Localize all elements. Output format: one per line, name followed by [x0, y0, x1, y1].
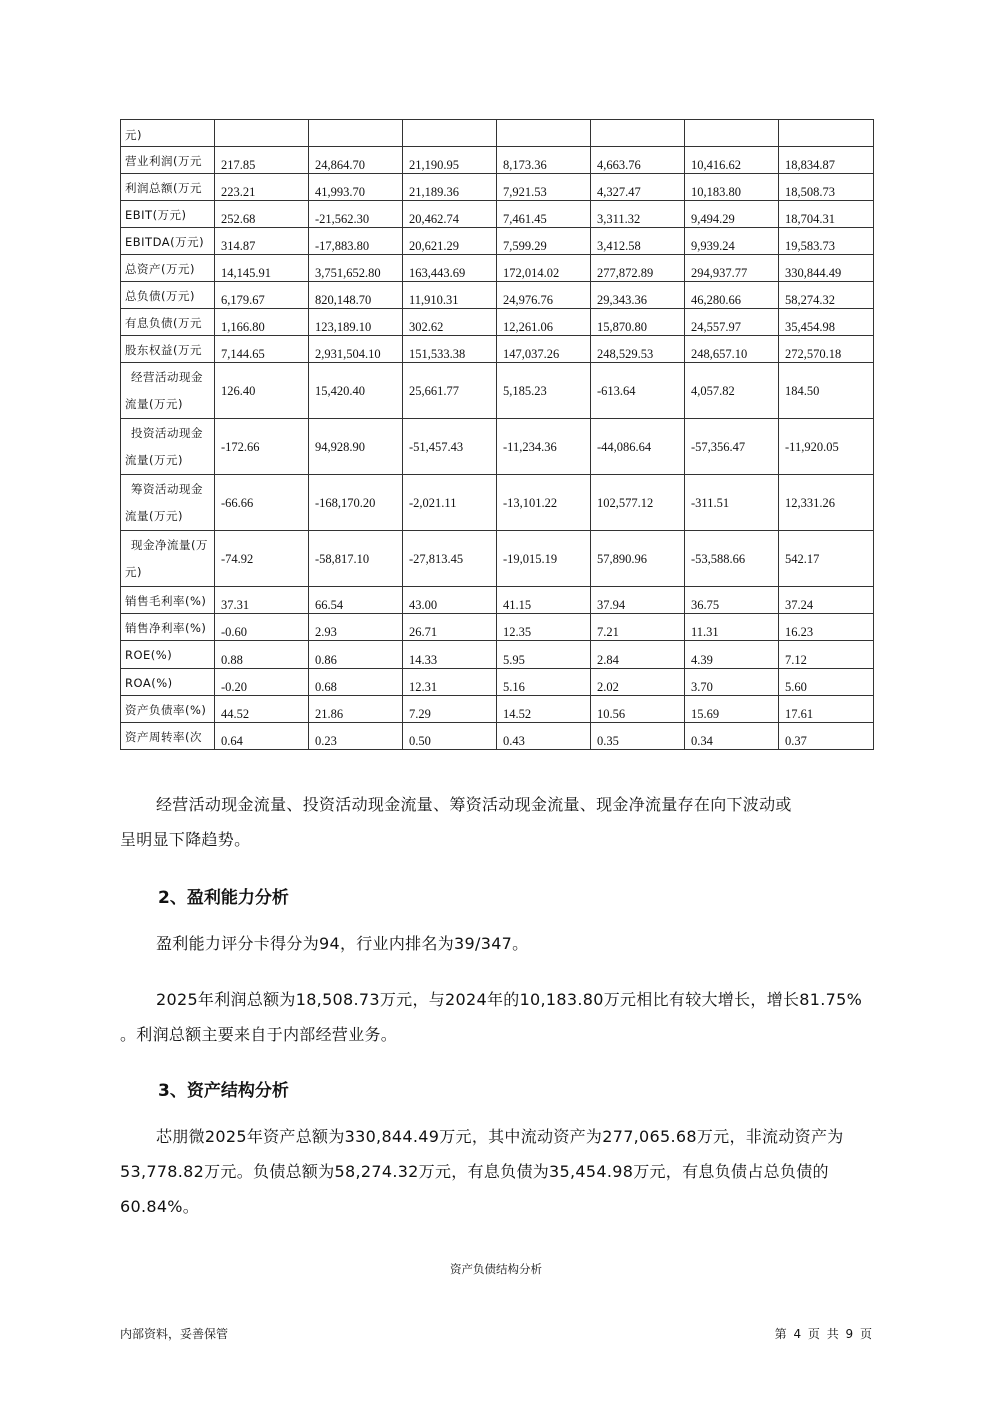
table-cell: 25,661.77 [403, 363, 497, 419]
table-cell: 24,557.97 [685, 309, 779, 336]
table-cell: 0.23 [309, 723, 403, 750]
table-cell: 4.39 [685, 641, 779, 669]
profit-score-paragraph [120, 926, 875, 961]
table-cell: 15,870.80 [591, 309, 685, 336]
table-cell: 2.84 [591, 641, 685, 669]
table-cell: 29,343.36 [591, 282, 685, 309]
table-row [121, 201, 874, 228]
table-cell [685, 120, 779, 147]
footer-confidential-note: 内部资料，妥善保管 [120, 1327, 229, 1341]
table-cell: 18,704.31 [779, 201, 874, 228]
table-cell: 3,751,652.80 [309, 255, 403, 282]
financial-indicators-table [120, 119, 874, 750]
table-cell: 314.87 [215, 228, 309, 255]
table-row [121, 587, 874, 614]
table-cell [779, 120, 874, 147]
table-cell: 277,872.89 [591, 255, 685, 282]
table-cell: 4,057.82 [685, 363, 779, 419]
profit-total-line-2: 。利润总额主要来自于内部经营业务。 [120, 1025, 398, 1044]
table-cell: 15,420.40 [309, 363, 403, 419]
asset-structure-paragraph [120, 1119, 875, 1224]
table-row [121, 614, 874, 641]
table-cell: 126.40 [215, 363, 309, 419]
row-label-cell: 总负债(万元) [121, 282, 215, 309]
table-cell: 0.34 [685, 723, 779, 750]
asset-line-3: 60.84%。 [120, 1197, 200, 1216]
table-cell: 7.12 [779, 641, 874, 669]
table-row [121, 120, 874, 147]
row-label-cell: EBIT(万元) [121, 201, 215, 228]
table-cell [215, 120, 309, 147]
footer-page-number: 第 4 页 共 9 页 [774, 1327, 872, 1341]
table-cell: 172,014.02 [497, 255, 591, 282]
table-cell: -0.20 [215, 669, 309, 696]
table-cell: 6,179.67 [215, 282, 309, 309]
table-cell: 0.68 [309, 669, 403, 696]
table-cell: 820,148.70 [309, 282, 403, 309]
table-cell: 57,890.96 [591, 531, 685, 587]
row-label-line-1: 现金净流量(万 [131, 538, 208, 552]
row-label-cell [121, 531, 215, 587]
table-cell: 7.21 [591, 614, 685, 641]
table-cell: 26.71 [403, 614, 497, 641]
table-cell: 14.52 [497, 696, 591, 723]
table-cell: 147,037.26 [497, 336, 591, 363]
row-label-cell: 销售净利率(%) [121, 614, 215, 641]
table-cell: 17.61 [779, 696, 874, 723]
table-cell: 272,570.18 [779, 336, 874, 363]
cashflow-paragraph [120, 787, 875, 857]
financial-indicators-table-container [120, 119, 873, 750]
table-cell: -66.66 [215, 475, 309, 531]
table-cell: 35,454.98 [779, 309, 874, 336]
row-label-line-1: 筹资活动现金 [131, 482, 203, 496]
table-cell: 7.29 [403, 696, 497, 723]
row-label-line-2: 流量(万元) [125, 397, 183, 411]
table-cell: -58,817.10 [309, 531, 403, 587]
table-cell: 66.54 [309, 587, 403, 614]
row-label-cell [121, 363, 215, 419]
table-cell: -2,021.11 [403, 475, 497, 531]
table-cell: -613.64 [591, 363, 685, 419]
table-cell: 18,508.73 [779, 174, 874, 201]
table-row [121, 309, 874, 336]
table-cell: 37.31 [215, 587, 309, 614]
table-cell: -172.66 [215, 419, 309, 475]
table-cell: 7,599.29 [497, 228, 591, 255]
row-label-cell: 利润总额(万元 [121, 174, 215, 201]
cashflow-line-1: 经营活动现金流量、投资活动现金流量、筹资活动现金流量、现金净流量存在向下波动或 [156, 795, 792, 814]
table-cell: 12,331.26 [779, 475, 874, 531]
table-cell: 46,280.66 [685, 282, 779, 309]
table-cell [403, 120, 497, 147]
table-cell: 15.69 [685, 696, 779, 723]
table-cell: -19,015.19 [497, 531, 591, 587]
row-label-cell [121, 475, 215, 531]
table-cell: -57,356.47 [685, 419, 779, 475]
table-cell: 11.31 [685, 614, 779, 641]
row-label-line-1: 投资活动现金 [131, 426, 203, 440]
row-label-cell: 营业利润(万元 [121, 147, 215, 174]
table-cell: 10,183.80 [685, 174, 779, 201]
table-cell: 37.94 [591, 587, 685, 614]
table-cell: 9,494.29 [685, 201, 779, 228]
table-cell: 20,621.29 [403, 228, 497, 255]
table-cell: 5,185.23 [497, 363, 591, 419]
row-label-cell: 股东权益(万元 [121, 336, 215, 363]
table-cell: 330,844.49 [779, 255, 874, 282]
table-cell: 24,864.70 [309, 147, 403, 174]
table-cell: 4,663.76 [591, 147, 685, 174]
row-label-cell: ROE(%) [121, 641, 215, 669]
table-cell: -311.51 [685, 475, 779, 531]
table-cell [309, 120, 403, 147]
table-cell: 7,921.53 [497, 174, 591, 201]
profit-score-line: 盈利能力评分卡得分为94，行业内排名为39/347。 [156, 934, 529, 953]
row-label-cell: 资产周转率(次 [121, 723, 215, 750]
table-cell: 184.50 [779, 363, 874, 419]
table-cell: 16.23 [779, 614, 874, 641]
table-cell: -11,920.05 [779, 419, 874, 475]
table-cell: -27,813.45 [403, 531, 497, 587]
row-label-cell [121, 419, 215, 475]
table-row [121, 531, 874, 587]
table-row [121, 228, 874, 255]
table-cell: 102,577.12 [591, 475, 685, 531]
section-heading-profitability: 2、盈利能力分析 [158, 888, 289, 908]
table-cell: 8,173.36 [497, 147, 591, 174]
table-cell: -74.92 [215, 531, 309, 587]
table-cell [591, 120, 685, 147]
row-label-cell: 销售毛利率(%) [121, 587, 215, 614]
table-cell: -21,562.30 [309, 201, 403, 228]
table-cell: 7,144.65 [215, 336, 309, 363]
table-cell: 18,834.87 [779, 147, 874, 174]
asset-line-1: 芯朋微2025年资产总额为330,844.49万元，其中流动资产为277,065.68万元，非流动资产为 [156, 1127, 844, 1146]
table-row [121, 641, 874, 669]
table-cell: 123,189.10 [309, 309, 403, 336]
table-cell: 43.00 [403, 587, 497, 614]
table-cell: 12.31 [403, 669, 497, 696]
table-cell: 2,931,504.10 [309, 336, 403, 363]
profit-total-line-1: 2025年利润总额为18,508.73万元，与2024年的10,183.80万元相比有较大增长，增长81.75% [156, 990, 863, 1009]
table-cell: 542.17 [779, 531, 874, 587]
row-label-line-2: 流量(万元) [125, 453, 183, 467]
table-cell: 302.62 [403, 309, 497, 336]
table-cell: 9,939.24 [685, 228, 779, 255]
figure-caption: 资产负债结构分析 [450, 1262, 542, 1276]
table-cell: 3,311.32 [591, 201, 685, 228]
row-label-line-2: 元) [125, 565, 142, 579]
table-cell: 21,190.95 [403, 147, 497, 174]
table-cell: 12.35 [497, 614, 591, 641]
asset-line-2: 53,778.82万元。负债总额为58,274.32万元，有息负债为35,454.98万元，有息负债占总负债的 [120, 1162, 829, 1181]
table-cell: 0.43 [497, 723, 591, 750]
table-cell: 24,976.76 [497, 282, 591, 309]
table-cell: 151,533.38 [403, 336, 497, 363]
table-cell: 19,583.73 [779, 228, 874, 255]
table-cell: 5.60 [779, 669, 874, 696]
table-row [121, 336, 874, 363]
table-cell: 0.37 [779, 723, 874, 750]
table-cell: 5.95 [497, 641, 591, 669]
table-cell: 36.75 [685, 587, 779, 614]
table-cell: 4,327.47 [591, 174, 685, 201]
table-row [121, 363, 874, 419]
table-row [121, 723, 874, 750]
row-label-cell: 有息负债(万元 [121, 309, 215, 336]
table-cell: 12,261.06 [497, 309, 591, 336]
table-row [121, 282, 874, 309]
table-cell: 217.85 [215, 147, 309, 174]
table-cell: 21,189.36 [403, 174, 497, 201]
table-cell: -11,234.36 [497, 419, 591, 475]
table-row [121, 255, 874, 282]
table-cell: 94,928.90 [309, 419, 403, 475]
table-cell: -44,086.64 [591, 419, 685, 475]
table-cell: -17,883.80 [309, 228, 403, 255]
table-cell: 0.86 [309, 641, 403, 669]
table-cell: 10,416.62 [685, 147, 779, 174]
table-row [121, 419, 874, 475]
table-cell: 3.70 [685, 669, 779, 696]
row-label-line-2: 流量(万元) [125, 509, 183, 523]
table-cell: 248,529.53 [591, 336, 685, 363]
table-cell: 248,657.10 [685, 336, 779, 363]
table-cell: 0.35 [591, 723, 685, 750]
table-cell: 37.24 [779, 587, 874, 614]
table-cell: 21.86 [309, 696, 403, 723]
table-cell: 20,462.74 [403, 201, 497, 228]
cashflow-line-2: 呈明显下降趋势。 [120, 830, 251, 849]
table-cell: 223.21 [215, 174, 309, 201]
row-label-cell: ROA(%) [121, 669, 215, 696]
table-cell: 44.52 [215, 696, 309, 723]
table-body [121, 120, 874, 750]
table-cell: 11,910.31 [403, 282, 497, 309]
table-cell: 0.50 [403, 723, 497, 750]
table-cell [497, 120, 591, 147]
table-cell: 10.56 [591, 696, 685, 723]
table-cell: 1,166.80 [215, 309, 309, 336]
table-cell: -51,457.43 [403, 419, 497, 475]
table-cell: 0.88 [215, 641, 309, 669]
section-heading-asset-structure: 3、资产结构分析 [158, 1081, 289, 1101]
table-cell: 2.02 [591, 669, 685, 696]
table-cell: 252.68 [215, 201, 309, 228]
table-row [121, 669, 874, 696]
table-cell: 3,412.58 [591, 228, 685, 255]
table-cell: -0.60 [215, 614, 309, 641]
table-row [121, 174, 874, 201]
table-cell: 294,937.77 [685, 255, 779, 282]
row-label-line-1: 经营活动现金 [131, 370, 203, 384]
table-cell: 2.93 [309, 614, 403, 641]
row-label-cell: 元) [121, 120, 215, 147]
table-cell: 5.16 [497, 669, 591, 696]
table-cell: 0.64 [215, 723, 309, 750]
table-cell: -13,101.22 [497, 475, 591, 531]
row-label-cell: EBITDA(万元) [121, 228, 215, 255]
table-cell: 41,993.70 [309, 174, 403, 201]
profit-total-paragraph [120, 982, 875, 1052]
table-cell: 163,443.69 [403, 255, 497, 282]
table-row [121, 696, 874, 723]
row-label-cell: 资产负债率(%) [121, 696, 215, 723]
table-cell: 58,274.32 [779, 282, 874, 309]
table-row [121, 475, 874, 531]
row-label-cell: 总资产(万元) [121, 255, 215, 282]
table-cell: -53,588.66 [685, 531, 779, 587]
table-cell: 41.15 [497, 587, 591, 614]
table-cell: 14.33 [403, 641, 497, 669]
table-cell: 7,461.45 [497, 201, 591, 228]
table-row [121, 147, 874, 174]
table-cell: -168,170.20 [309, 475, 403, 531]
table-cell: 14,145.91 [215, 255, 309, 282]
